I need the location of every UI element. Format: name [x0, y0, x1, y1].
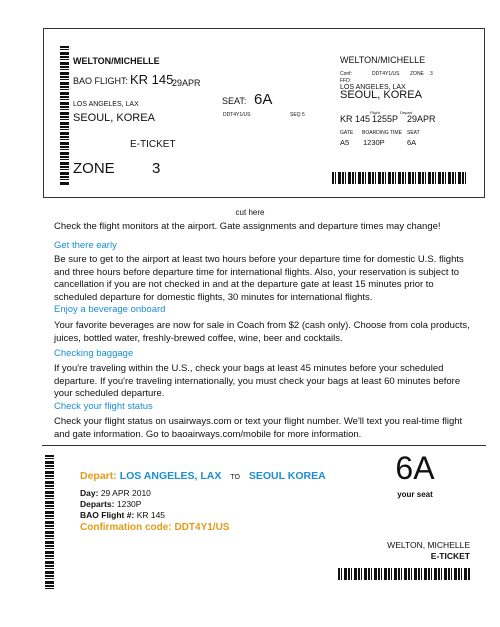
vertical-barcode	[60, 46, 69, 186]
cut-here: cut here	[235, 208, 265, 217]
right-boarding: 1230P	[363, 138, 385, 147]
right-ffd-label: FFD:	[340, 78, 352, 84]
flight-number: KR 145	[130, 72, 174, 87]
seq: SEQ 5	[290, 112, 305, 118]
right-conf-label: Conf:	[340, 71, 352, 77]
seat: 6A	[254, 91, 273, 108]
right-date: 29APR	[407, 114, 436, 124]
section-heading[interactable]: Checking baggage	[54, 348, 134, 359]
conf-code: DDT4Y1/US	[223, 112, 251, 118]
section-body: Your favorite beverages are now for sale in Coach from $2 (cash only). Choose from cola products, juices, bottled water, freshly-brewed coffee, wine, beer and cocktails.	[54, 320, 470, 344]
flight-details	[80, 488, 165, 521]
right-col-flight: Flight	[370, 110, 380, 115]
section-heading[interactable]: Enjoy a beverage onboard	[54, 304, 166, 315]
section-heading[interactable]: Get there early	[54, 240, 117, 251]
right-col-seat: SEAT	[407, 130, 420, 136]
flight-prefix: BAO FLIGHT:	[73, 76, 129, 86]
bottom-destination: SEOUL KOREA	[248, 470, 326, 482]
horizontal-barcode	[332, 172, 468, 184]
zone-number: 3	[152, 160, 161, 177]
right-zone-label: ZONE	[410, 71, 424, 77]
section-heading[interactable]: Check your flight status	[54, 401, 153, 412]
zone-label: ZONE	[73, 160, 115, 177]
right-seat: 6A	[407, 138, 417, 147]
divider	[42, 445, 486, 446]
day-value: 29 APR 2010	[100, 488, 151, 498]
confirmation-line	[80, 522, 229, 533]
eticket: E-TICKET	[130, 139, 176, 150]
seat-caption: your seat	[397, 490, 433, 499]
intro-text: Check the flight monitors at the airport. Gate assignments and departure times may change!	[54, 221, 441, 232]
bottom-name: WELTON, MICHELLE	[387, 540, 470, 550]
horizontal-barcode	[338, 568, 470, 580]
depart-label: Depart:	[80, 470, 117, 482]
right-flight: KR 145	[340, 114, 371, 124]
right-gate: A5	[340, 138, 350, 147]
origin: LOS ANGELES, LAX	[73, 101, 139, 108]
flight-label: BAO Flight #:	[80, 510, 135, 520]
conf-value: DDT4Y1/US	[174, 522, 230, 533]
right-conf-value: DDT4Y1/US	[372, 71, 400, 77]
vertical-barcode	[45, 455, 54, 590]
flight-value: KR 145	[136, 510, 166, 520]
right-origin: LOS ANGELES, LAX	[340, 84, 406, 91]
right-zone: 3	[430, 71, 433, 77]
bottom-origin: LOS ANGELES, LAX	[119, 470, 222, 482]
right-col-depart: Depart	[400, 110, 413, 115]
section-body: Be sure to get to the airport at least two hours before your departure time for domestic U.S. flights and three hours before departure time for international flights. Also, your reservation is subject to cancellation if you are not checked in and at the departure gate at least 15 minutes prior to scheduled departure for domestic flights, 30 minutes for international flights.	[54, 254, 464, 303]
conf-label: Confirmation code:	[80, 522, 172, 533]
departs-label: Departs:	[80, 499, 115, 509]
section-body: Check your flight status on usairways.com or text your flight number. We'll text you real-time flight and gate information. Go to baoairways.com/mobile for more information.	[54, 416, 463, 440]
to-label: TO	[230, 474, 240, 481]
passenger-name: WELTON/MICHELLE	[73, 56, 160, 66]
departs-value: 1230P	[116, 499, 142, 509]
right-col-boarding: BOARDING TIME	[362, 130, 402, 136]
section-body: If you're traveling within the U.S., check your bags at least 45 minutes before your scheduled departure. If you're traveling internationally, you must check your bags at least 60 minutes before your scheduled departure.	[54, 363, 461, 399]
right-col-gate: GATE	[340, 130, 354, 136]
flight-date: 29APR	[172, 78, 201, 88]
right-depart: 1255P	[372, 114, 399, 124]
route-line	[80, 470, 326, 482]
big-seat: 6A	[395, 450, 435, 486]
right-passenger-name: WELTON/MICHELLE	[340, 55, 426, 65]
bottom-eticket: E-TICKET	[430, 551, 470, 561]
destination: SEOUL, KOREA	[73, 112, 155, 124]
day-label: Day:	[80, 488, 99, 498]
right-destination: SEOUL, KOREA	[340, 89, 422, 101]
seat-label: SEAT:	[222, 96, 247, 106]
